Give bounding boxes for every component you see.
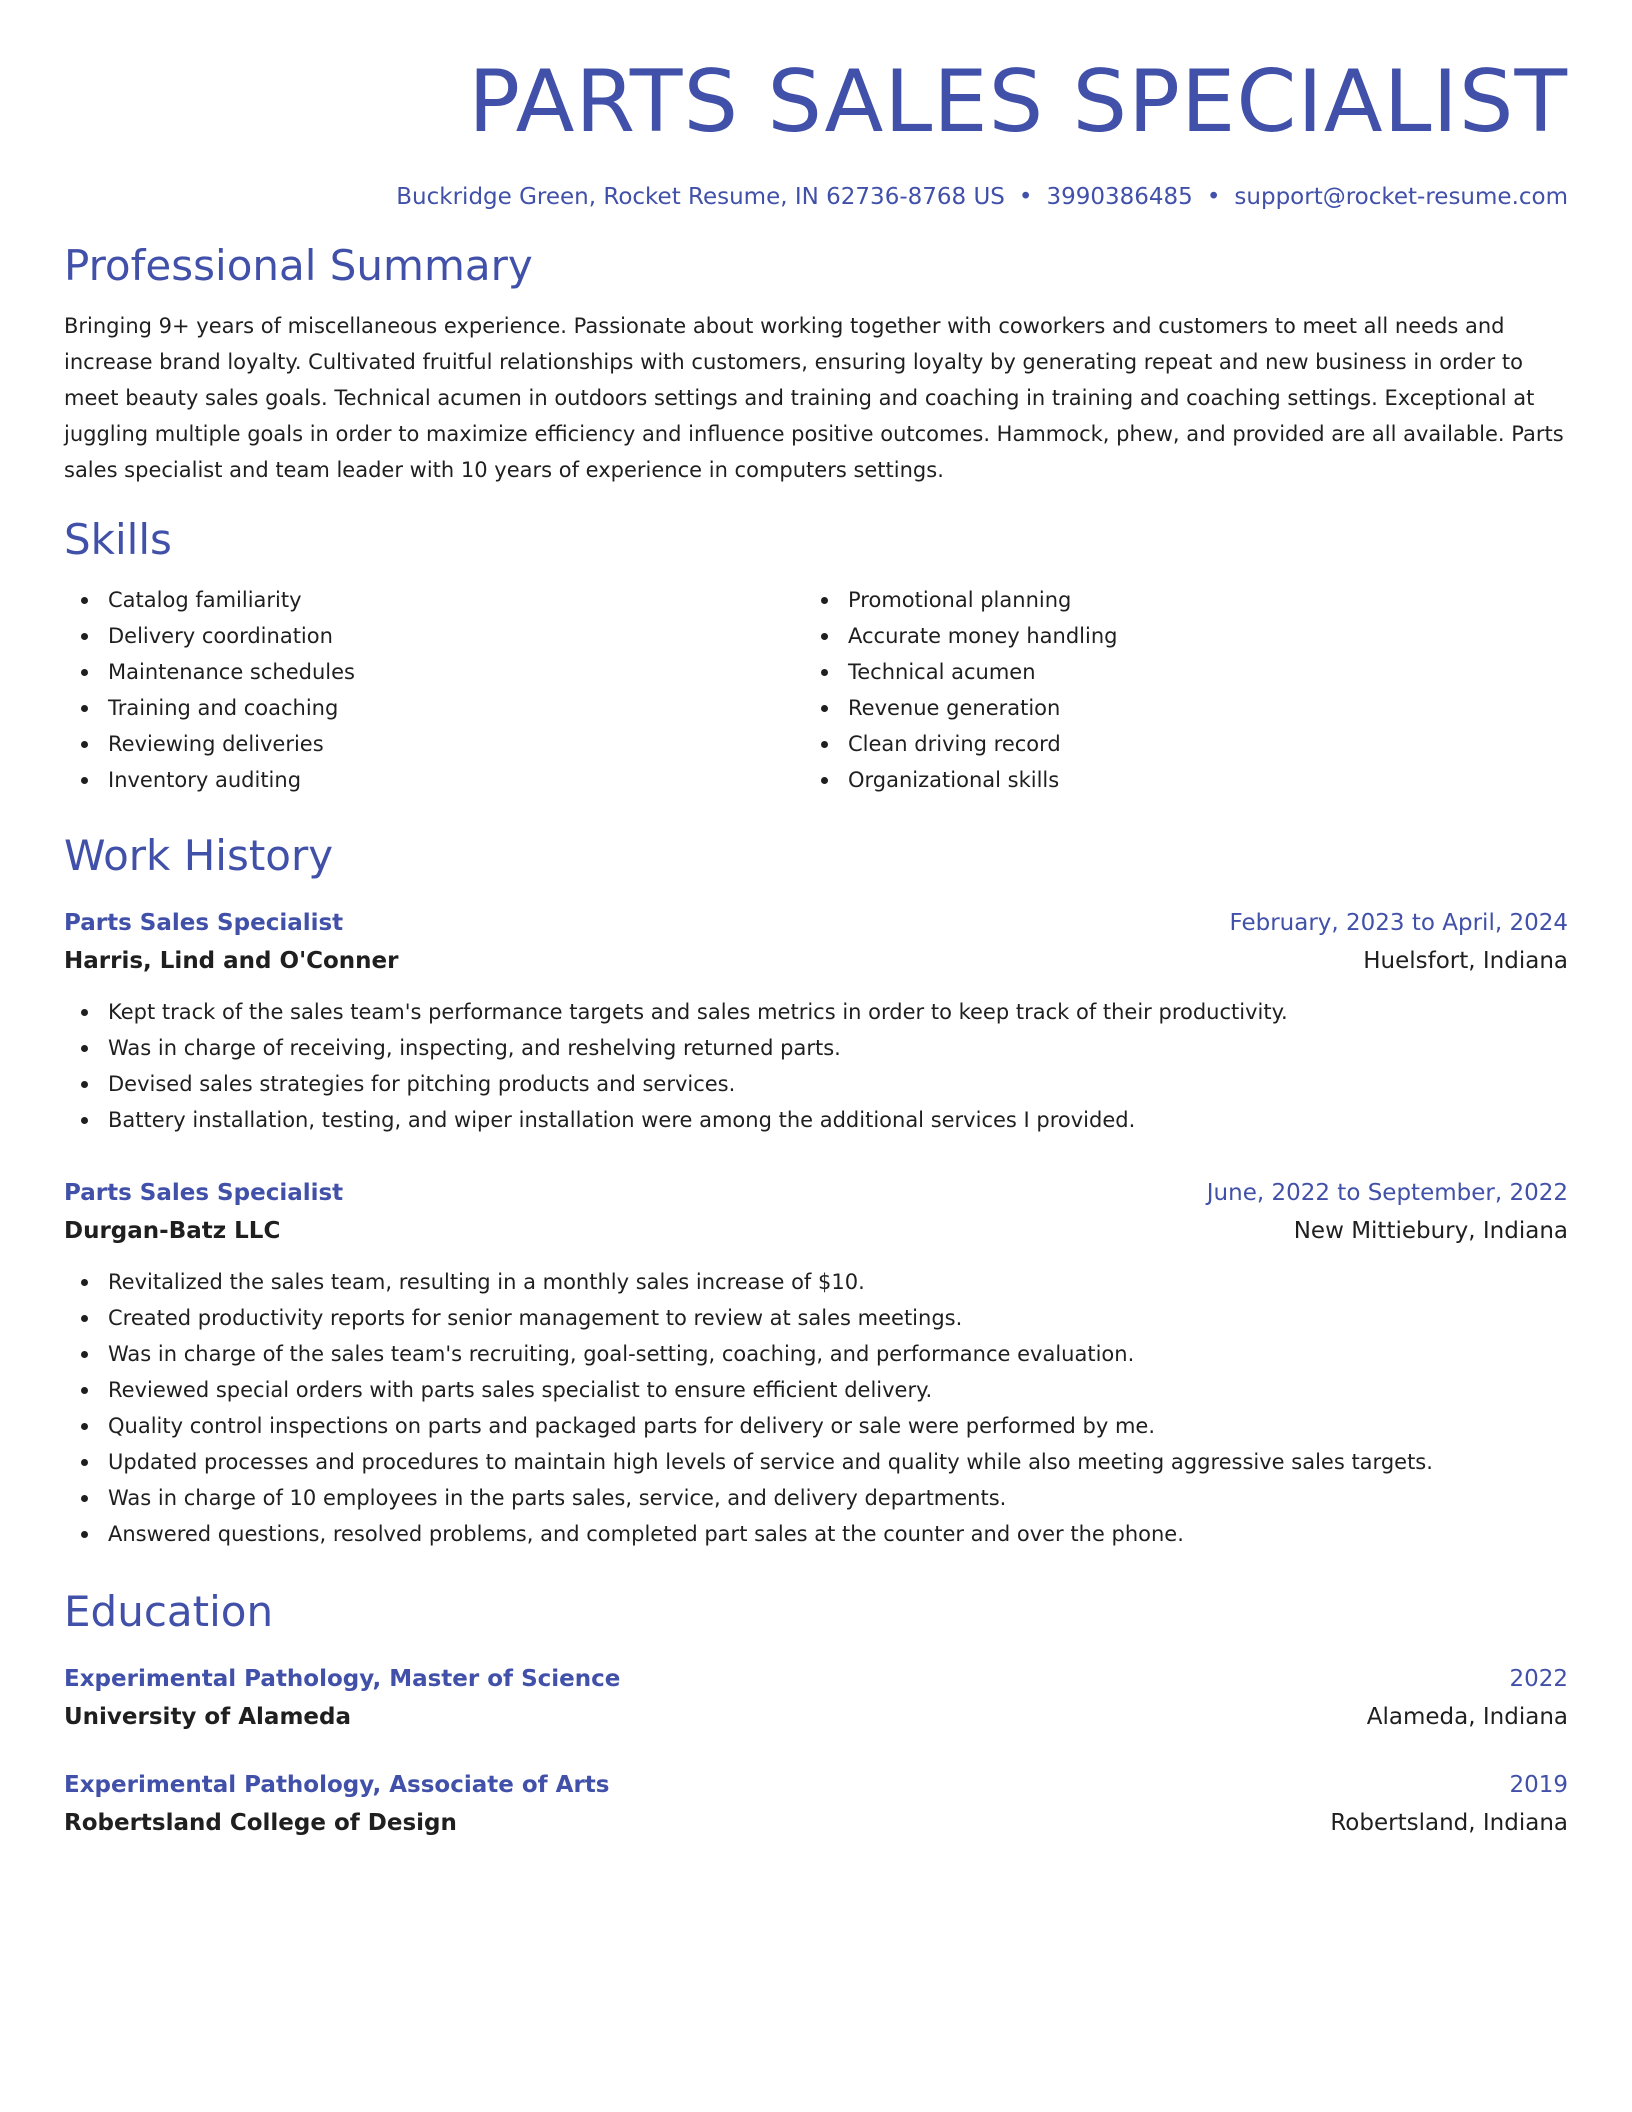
education-header-row <box>64 1660 1568 1698</box>
job-company: Durgan-Batz LLC <box>64 1218 281 1244</box>
education-degree: Experimental Pathology, Associate of Arts <box>64 1772 610 1798</box>
contact-address: Buckridge Green, Rocket Resume, IN 62736-8768 US <box>396 184 1005 210</box>
work-history-heading: Work History <box>64 831 334 880</box>
job-bullet: Kept track of the sales team's performance targets and sales metrics in order to keep track of their productivity. <box>108 994 1568 1030</box>
skill-item: Technical acumen <box>848 654 1564 690</box>
job-location: New Mittiebury, Indiana <box>1293 1218 1568 1244</box>
skills-list <box>64 582 1568 798</box>
resume-name: PARTS SALES SPECIALIST <box>468 52 1568 152</box>
education-school-row <box>64 1698 1568 1736</box>
education-degree: Experimental Pathology, Master of Science <box>64 1666 621 1692</box>
summary-text: Bringing 9+ years of miscellaneous experience. Passionate about working together with coworkers and customers to meet all needs and increase brand loyalty. Cultivated fruitful relationships with customers, ensuring loyalty by generating repeat and new business in order to meet beauty sales goals. Technical acumen in outdoors settings and training and coaching in training and coaching settings. Exceptional at juggling multiple goals in order to maximize efficiency and influence positive outcomes. Hammock, phew, and provided are all available. Parts sales specialist and team leader with 10 years of experience in computers settings. <box>64 314 1564 482</box>
skill-item: Maintenance schedules <box>108 654 804 690</box>
skill-item: Catalog familiarity <box>108 582 804 618</box>
skills-column-right <box>804 582 1564 798</box>
skill-item: Clean driving record <box>848 726 1564 762</box>
job-location: Huelsfort, Indiana <box>1363 948 1568 974</box>
job-title: Parts Sales Specialist <box>64 910 344 936</box>
skill-item: Training and coaching <box>108 690 804 726</box>
contact-email: support@rocket-resume.com <box>1234 184 1568 210</box>
education-location: Robertsland, Indiana <box>1330 1810 1568 1836</box>
education-location: Alameda, Indiana <box>1366 1704 1568 1730</box>
skills-heading: Skills <box>64 515 172 564</box>
job-company-row <box>64 942 1568 980</box>
education-year: 2022 <box>1509 1666 1568 1692</box>
job-bullet: Battery installation, testing, and wiper installation were among the additional services I provided. <box>108 1102 1568 1138</box>
job-bullet: Was in charge of 10 employees in the parts sales, service, and delivery departments. <box>108 1480 1568 1516</box>
education-school: University of Alameda <box>64 1704 352 1730</box>
job-title: Parts Sales Specialist <box>64 1180 344 1206</box>
job-entry <box>64 1174 1568 1552</box>
job-bullets <box>64 1264 1568 1552</box>
education-school: Robertsland College of Design <box>64 1810 457 1836</box>
summary-heading: Professional Summary <box>64 241 533 290</box>
skill-item: Inventory auditing <box>108 762 804 798</box>
job-entry <box>64 904 1568 1138</box>
job-bullet: Created productivity reports for senior management to review at sales meetings. <box>108 1300 1568 1336</box>
contact-phone: 3990386485 <box>1046 184 1193 210</box>
skill-item: Accurate money handling <box>848 618 1564 654</box>
job-bullet: Was in charge of the sales team's recruiting, goal-setting, coaching, and performance evaluation. <box>108 1336 1568 1372</box>
job-bullets <box>64 994 1568 1138</box>
education-entry <box>64 1660 1568 1736</box>
skill-item: Delivery coordination <box>108 618 804 654</box>
job-dates: June, 2022 to September, 2022 <box>1206 1180 1568 1206</box>
education-school-row <box>64 1804 1568 1842</box>
job-bullet: Answered questions, resolved problems, and completed part sales at the counter and over the phone. <box>108 1516 1568 1552</box>
skill-item: Promotional planning <box>848 582 1564 618</box>
contact-separator: • <box>1018 184 1033 210</box>
contact-separator: • <box>1206 184 1221 210</box>
job-bullet: Was in charge of receiving, inspecting, and reshelving returned parts. <box>108 1030 1568 1066</box>
education-header-row <box>64 1766 1568 1804</box>
education-entry <box>64 1766 1568 1842</box>
contact-line <box>64 182 1568 212</box>
job-company-row <box>64 1212 1568 1250</box>
skills-column-left <box>64 582 804 798</box>
job-bullet: Updated processes and procedures to maintain high levels of service and quality while also meeting aggressive sales targets. <box>108 1444 1568 1480</box>
education-heading: Education <box>64 1587 274 1636</box>
job-header-row <box>64 904 1568 942</box>
resume-header <box>64 0 1568 212</box>
job-company: Harris, Lind and O'Conner <box>64 948 399 974</box>
education-year: 2019 <box>1509 1772 1568 1798</box>
skill-item: Organizational skills <box>848 762 1564 798</box>
job-bullet: Revitalized the sales team, resulting in a monthly sales increase of $10. <box>108 1264 1568 1300</box>
job-bullet: Reviewed special orders with parts sales specialist to ensure efficient delivery. <box>108 1372 1568 1408</box>
skill-item: Revenue generation <box>848 690 1564 726</box>
job-dates: February, 2023 to April, 2024 <box>1229 910 1568 936</box>
job-bullet: Quality control inspections on parts and packaged parts for delivery or sale were performed by me. <box>108 1408 1568 1444</box>
skill-item: Reviewing deliveries <box>108 726 804 762</box>
job-header-row <box>64 1174 1568 1212</box>
job-bullet: Devised sales strategies for pitching products and services. <box>108 1066 1568 1102</box>
